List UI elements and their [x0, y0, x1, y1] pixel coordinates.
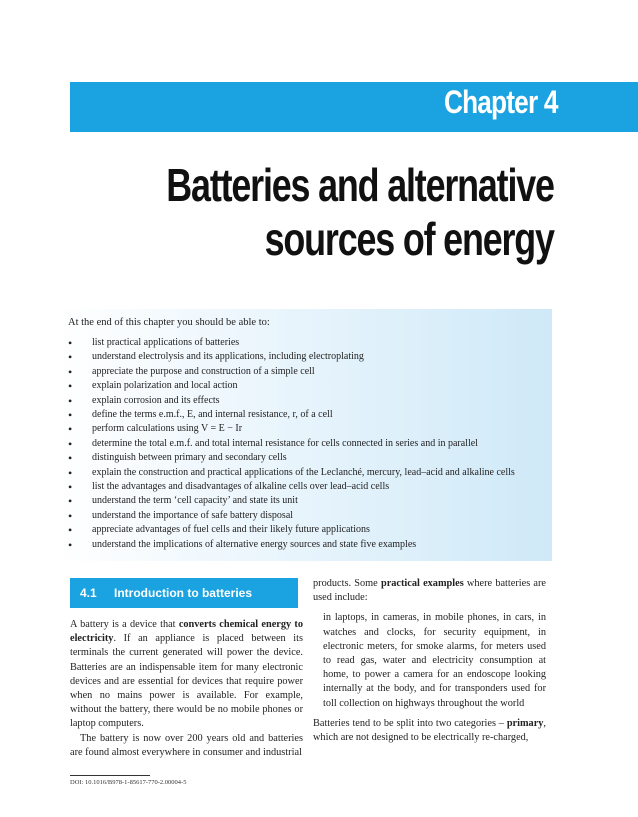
bullet-icon: • [68, 379, 73, 394]
bullet-icon: • [68, 393, 73, 408]
bold-text: primary [506, 717, 544, 729]
right-column [313, 577, 546, 745]
objective-item [68, 394, 515, 408]
text: , which are not designed to be electrically re-charged, [313, 717, 546, 744]
objective-text: appreciate the purpose and construction of a simple cell [92, 365, 315, 377]
bullet-icon: • [68, 336, 73, 350]
examples-paragraph: in laptops, in cameras, in mobile phones, in cars, in watches and clocks, for security equipment, in electronic meters, for smoke alarms, for meters used to read gas, water and electricity consumption at home, to power a camera for an endoscope looking internally at the body, and for transponders used for toll collection on highways throughout the world [323, 612, 546, 709]
objective-item [68, 350, 515, 364]
section-title: Introduction to batteries [114, 586, 252, 600]
objective-item [68, 466, 515, 480]
objective-text: explain polarization and local action [92, 380, 238, 392]
chapter-label: Chapter 4 [444, 84, 558, 120]
footnote-rule [70, 775, 150, 776]
objective-text: understand the implications of alternative energy sources and state five examples [92, 538, 417, 550]
objective-item [68, 480, 515, 494]
objective-text: understand the term ‘cell capacity’ and state its unit [92, 495, 298, 507]
paragraph: The battery is now over 200 years old and batteries are found almost everywhere in consumer and industrial [70, 732, 303, 758]
objective-item [68, 494, 515, 508]
objective-item [68, 422, 515, 436]
doi-footnote: DOI: 10.1016/B978-1-85617-770-2.00004-5 [70, 779, 187, 786]
objective-text: understand electrolysis and its applications, including electroplating [92, 351, 364, 363]
text: . If an appliance is placed between its terminals the current generated will power the device. Batteries are an indispensable item for many electronic devices and are essential for devices that require power when no mains power is available. For example, without the battery, there would be no mobile phones or laptop computers. [70, 633, 303, 730]
objective-text: determine the total e.m.f. and total internal resistance for cells connected in series and in parallel [92, 437, 478, 449]
bullet-icon: • [68, 451, 73, 466]
bullet-icon: • [68, 350, 73, 365]
section-number: 4.1 [80, 586, 97, 600]
objectives-intro: At the end of this chapter you should be able to: [68, 317, 270, 328]
paragraph [313, 577, 546, 605]
objective-text: define the terms e.m.f., E, and internal resistance, r, of a cell [92, 409, 333, 421]
objective-text: list the advantages and disadvantages of alkaline cells over lead–acid cells [92, 481, 390, 493]
chapter-title-line1: Batteries and alternative [166, 159, 554, 211]
objective-item [68, 451, 515, 465]
bullet-icon: • [68, 508, 73, 523]
paragraph [70, 618, 303, 732]
objective-text: perform calculations using V = E − Ir [92, 423, 243, 435]
objective-text: understand the importance of safe battery disposal [92, 509, 294, 521]
text: A battery is a device that [70, 619, 179, 630]
chapter-title-line2: sources of energy [264, 213, 554, 265]
bullet-icon: • [68, 408, 73, 423]
text: Batteries tend to be split into two categories – [313, 717, 507, 729]
section-heading [70, 578, 298, 608]
objectives-list [68, 336, 515, 552]
text: where batteries are used include: [313, 578, 547, 604]
bullet-icon: • [68, 465, 73, 480]
text: products. Some [313, 578, 381, 589]
bold-text: practical examples [380, 578, 464, 589]
objective-text: appreciate advantages of fuel cells and their likely future applications [92, 524, 370, 536]
bullet-icon: • [68, 494, 73, 509]
objective-text: explain the construction and practical applications of the Leclanché, mercury, lead–acid and alkaline cells [92, 466, 515, 478]
bullet-icon: • [68, 364, 73, 379]
chapter-title [166, 158, 554, 266]
objective-item [68, 437, 515, 451]
bullet-icon: • [68, 537, 73, 552]
objective-text: distinguish between primary and secondary cells [92, 452, 287, 464]
objective-item [68, 336, 515, 350]
objective-item [68, 523, 515, 537]
bold-text: converts chemical energy to electricity [70, 619, 304, 645]
objective-item [68, 379, 515, 393]
bullet-icon: • [68, 422, 73, 437]
objective-item [68, 408, 515, 422]
objective-text: list practical applications of batteries [92, 337, 240, 348]
objective-text: explain corrosion and its effects [92, 394, 220, 406]
bullet-icon: • [68, 480, 73, 495]
paragraph [313, 717, 546, 745]
bullet-icon: • [68, 436, 73, 451]
objective-item [68, 509, 515, 523]
objective-item [68, 365, 515, 379]
left-column [70, 618, 303, 760]
bullet-icon: • [68, 523, 73, 538]
objective-item [68, 538, 515, 552]
